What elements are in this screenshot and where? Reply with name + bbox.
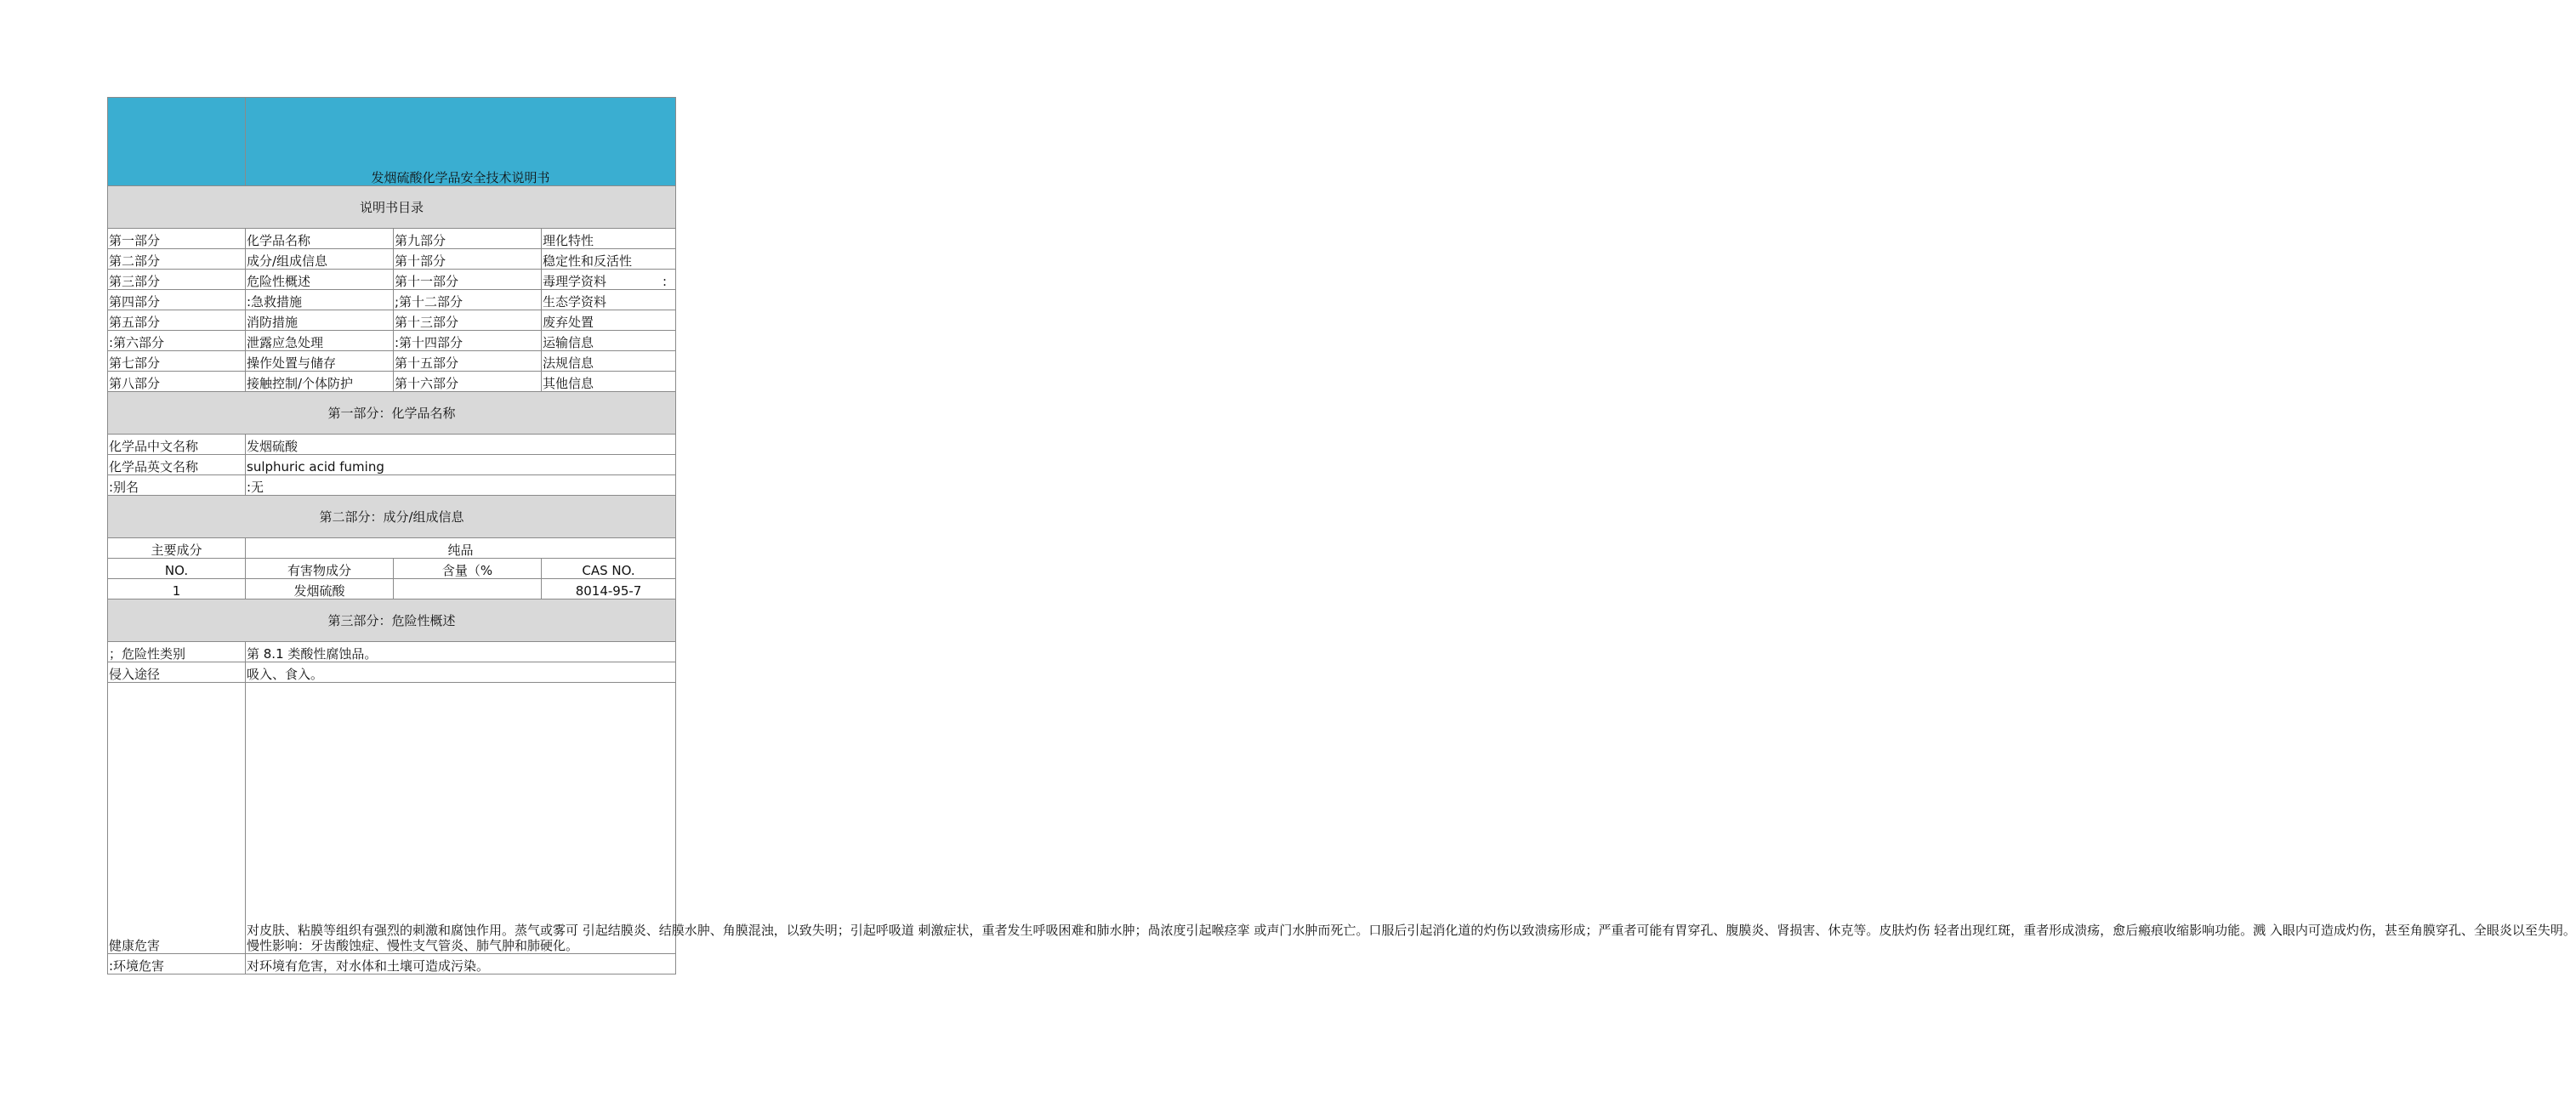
toc-row [108, 372, 676, 392]
toc-part-right: 第十五部分 [394, 351, 542, 372]
toc-row [108, 331, 676, 351]
info-value: :无 [246, 475, 676, 496]
toc-part-right: 第十部分 [394, 249, 542, 270]
info-label: :别名 [108, 475, 246, 496]
toc-title-left: 泄露应急处理 [246, 331, 394, 351]
composition-name: 发烟硫酸 [246, 579, 394, 599]
info-label: 化学品英文名称 [108, 455, 246, 475]
toc-part-left: 第八部分 [108, 372, 246, 392]
entry-route-label: 侵入途径 [108, 662, 246, 683]
info-label: 化学品中文名称 [108, 435, 246, 455]
title-side-cell [108, 98, 246, 186]
health-hazard-row [108, 683, 676, 954]
toc-colon-mark: : [662, 274, 668, 289]
column-header-component: 有害物成分 [246, 559, 394, 579]
info-value: 发烟硫酸 [246, 435, 676, 455]
toc-row [108, 249, 676, 270]
column-header-no: NO. [108, 559, 246, 579]
column-header-content: 含量（% [394, 559, 542, 579]
toc-title-left: 接触控制/个体防护 [246, 372, 394, 392]
toc-title-left: 消防措施 [246, 310, 394, 331]
toc-title-right: 运输信息 [542, 331, 676, 351]
toc-part-left: 第二部分 [108, 249, 246, 270]
toc-part-right: 第十三部分 [394, 310, 542, 331]
toc-part-left: 第三部分 [108, 270, 246, 290]
health-hazard-value [246, 683, 2576, 954]
section3-heading-row [108, 599, 676, 642]
toc-row [108, 290, 676, 310]
msds-table [107, 97, 2576, 974]
toc-title-left: :急救措施 [246, 290, 394, 310]
toc-part-right: ;第十二部分 [394, 290, 542, 310]
hazard-class-label: ；危险性类别 [108, 642, 246, 662]
toc-heading: 说明书目录 [108, 186, 676, 229]
section2-heading-row [108, 496, 676, 538]
info-row [108, 435, 676, 455]
toc-title-right: 废弃处置 [542, 310, 676, 331]
column-header-cas: CAS NO. [542, 559, 676, 579]
info-row [108, 455, 676, 475]
toc-part-left: 第七部分 [108, 351, 246, 372]
toc-title-right: 生态学资料 [542, 290, 676, 310]
chronic-effect-text: 慢性影响：牙齿酸蚀症、慢性支气管炎、肺气肿和肺硬化。 [247, 938, 579, 953]
main-component-label: 主要成分 [108, 538, 246, 559]
toc-heading-row [108, 186, 676, 229]
section1-heading: 第一部分：化学品名称 [108, 392, 676, 435]
toc-part-left: 第五部分 [108, 310, 246, 331]
toc-row [108, 310, 676, 331]
composition-content [394, 579, 542, 599]
toc-title-right [542, 270, 676, 290]
toc-part-right: 第十一部分 [394, 270, 542, 290]
composition-header-row [108, 559, 676, 579]
info-row [108, 475, 676, 496]
toc-row [108, 270, 676, 290]
main-component-value: 纯品 [246, 538, 676, 559]
toc-title-right: 稳定性和反活性 [542, 249, 676, 270]
hazard-class-value: 第 8.1 类酸性腐蚀品。 [246, 642, 676, 662]
health-hazard-label: 健康危害 [108, 683, 246, 954]
composition-main-row [108, 538, 676, 559]
toc-part-right: 第九部分 [394, 229, 542, 249]
info-value: sulphuric acid fuming [246, 455, 676, 475]
toc-title-left: 化学品名称 [246, 229, 394, 249]
toc-title-left: 成分/组成信息 [246, 249, 394, 270]
environment-hazard-value: 对环境有危害，对水体和土壤可造成污染。 [246, 954, 676, 974]
toc-part-right: :第十四部分 [394, 331, 542, 351]
environment-hazard-label: :环境危害 [108, 954, 246, 974]
section3-heading: 第三部分：危险性概述 [108, 599, 676, 642]
entry-route-row [108, 662, 676, 683]
toc-row [108, 229, 676, 249]
section1-heading-row [108, 392, 676, 435]
composition-no: 1 [108, 579, 246, 599]
toc-part-right: 第十六部分 [394, 372, 542, 392]
toc-title-right: 其他信息 [542, 372, 676, 392]
toc-title-right: 法规信息 [542, 351, 676, 372]
health-hazard-text: 对皮肤、粘膜等组织有强烈的刺激和腐蚀作用。蒸气或雾可 引起结膜炎、结膜水肿、角膜混浊，以致失明；引起呼吸道 刺激症状，重者发生呼吸困难和肺水肿；咼浓度引起喉痉挛 或声门水肿而死亡。口服后引起消化道的灼伤以致溃疡形成；严重者可能有胃穿孔、腹膜炎、肾损害、休克等。皮肤灼伤 轻者出现红斑，重者形成溃疡，愈后瘢痕收缩影响功能。溅 入眼内可造成灼伤，甚至角膜穿孔、全眼炎以至失明。 [247, 923, 2576, 938]
section2-heading: 第二部分：成分/组成信息 [108, 496, 676, 538]
toc-row [108, 351, 676, 372]
composition-row [108, 579, 676, 599]
toc-part-left: :第六部分 [108, 331, 246, 351]
title-row [108, 98, 676, 186]
toc-title-left: 操作处置与储存 [246, 351, 394, 372]
environment-hazard-row [108, 954, 676, 974]
toc-part-left: 第四部分 [108, 290, 246, 310]
toc-title-right: 理化特性 [542, 229, 676, 249]
composition-cas: 8014-95-7 [542, 579, 676, 599]
toc-title-left: 危险性概述 [246, 270, 394, 290]
document-title: 发烟硫酸化学品安全技术说明书 [246, 98, 676, 186]
entry-route-value: 吸入、食入。 [246, 662, 676, 683]
toc-part-left: 第一部分 [108, 229, 246, 249]
toc-title-right-text: 毒理学资料 [543, 274, 607, 289]
hazard-class-row [108, 642, 676, 662]
